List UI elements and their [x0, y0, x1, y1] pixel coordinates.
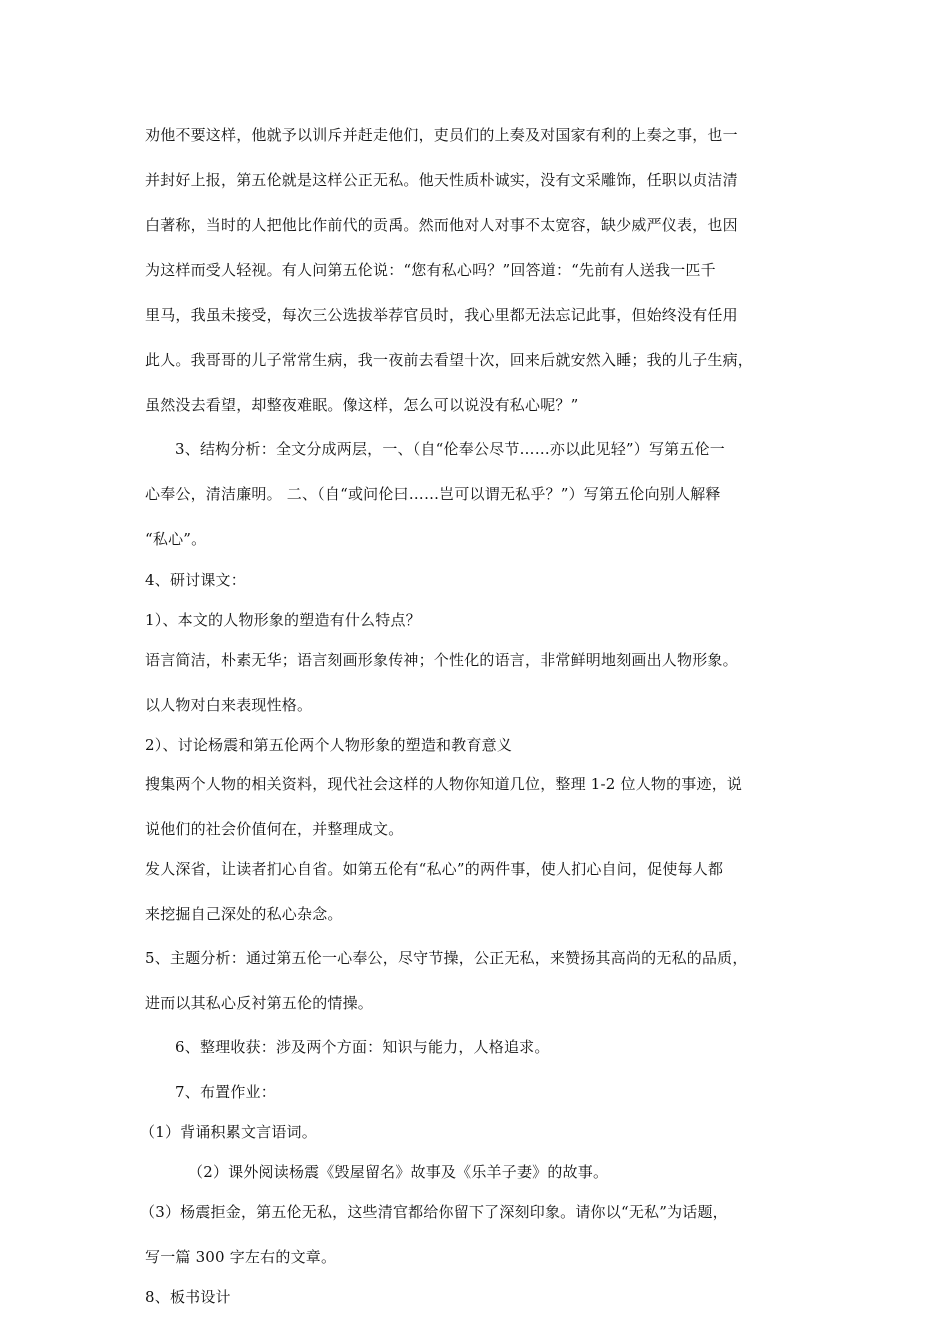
paragraph-1-line-2: 并封好上报，第五伦就是这样公正无私。他天性质朴诚实，没有文采雕饰，任职以贞洁清 [145, 171, 738, 189]
section-4-answer-1-line-1: 语言简洁，朴素无华；语言刻画形象传神；个性化的语言，非常鲜明地刻画出人物形象。 [145, 651, 738, 669]
homework-item-3-line-1: （3）杨震拒金，第五伦无私，这些清官都给你留下了深刻印象。请你以“无私”为话题， [140, 1203, 728, 1221]
section-7-heading: 7、布置作业： [175, 1083, 276, 1101]
section-4-question-1: 1）、本文的人物形象的塑造有什么特点？ [145, 611, 421, 629]
section-6: 6、整理收获：涉及两个方面：知识与能力，人格追求。 [175, 1038, 550, 1056]
paragraph-1-line-1: 劝他不要这样，他就予以训斥并赶走他们，吏员们的上奏及对国家有利的上奏之事，也一 [145, 126, 738, 144]
section-4-answer-2-line-4: 来挖掘自己深处的私心杂念。 [145, 905, 343, 923]
section-4-heading: 4、研讨课文： [145, 571, 246, 589]
section-4-answer-2-line-1: 搜集两个人物的相关资料，现代社会这样的人物你知道几位，整理 1-2 位人物的事迹，说 [145, 775, 743, 793]
homework-item-1: （1）背诵积累文言语词。 [140, 1123, 317, 1141]
section-5-line-2: 进而以其私心反衬第五伦的情操。 [145, 994, 374, 1012]
paragraph-1-line-3: 白著称，当时的人把他比作前代的贡禹。然而他对人对事不太宽容，缺少威严仪表，也因 [145, 216, 738, 234]
section-4-answer-1-line-2: 以人物对白来表现性格。 [145, 696, 313, 714]
section-4-answer-2-line-2: 说他们的社会价值何在，并整理成文。 [145, 820, 404, 838]
section-3-line-1: 3、结构分析：全文分成两层，一、（自“伦奉公尽节……亦以此见轻”）写第五伦一 [175, 440, 725, 458]
paragraph-1-line-5: 里马，我虽未接受，每次三公选拔举荐官员时，我心里都无法忘记此事，但始终没有任用 [145, 306, 738, 324]
homework-item-3-line-2: 写一篇 300 字左右的文章。 [145, 1248, 337, 1266]
paragraph-1-line-4: 为这样而受人轻视。有人问第五伦说：“您有私心吗？”回答道：“先前有人送我一匹千 [145, 261, 716, 279]
section-4-answer-2-line-3: 发人深省，让读者扪心自省。如第五伦有“私心”的两件事，使人扪心自问，促使每人都 [145, 860, 724, 878]
section-3-line-3: “私心”。 [145, 530, 207, 548]
section-3-line-2: 心奉公，清洁廉明。 二、（自“或问伦曰……岂可以谓无私乎？”）写第五伦向别人解释 [145, 485, 721, 503]
section-5-line-1: 5、主题分析：通过第五伦一心奉公，尽守节操，公正无私，来赞扬其高尚的无私的品质， [145, 949, 748, 967]
section-8: 8、板书设计 [145, 1288, 231, 1306]
homework-item-2: （2）课外阅读杨震《毁屋留名》故事及《乐羊子妻》的故事。 [188, 1163, 609, 1181]
paragraph-1-line-7: 虽然没去看望，却整夜难眠。像这样，怎么可以说没有私心呢？” [145, 396, 579, 414]
section-4-question-2: 2）、讨论杨震和第五伦两个人物形象的塑造和教育意义 [145, 736, 513, 754]
paragraph-1-line-6: 此人。我哥哥的儿子常常生病，我一夜前去看望十次，回来后就安然入睡；我的儿子生病， [145, 351, 754, 369]
